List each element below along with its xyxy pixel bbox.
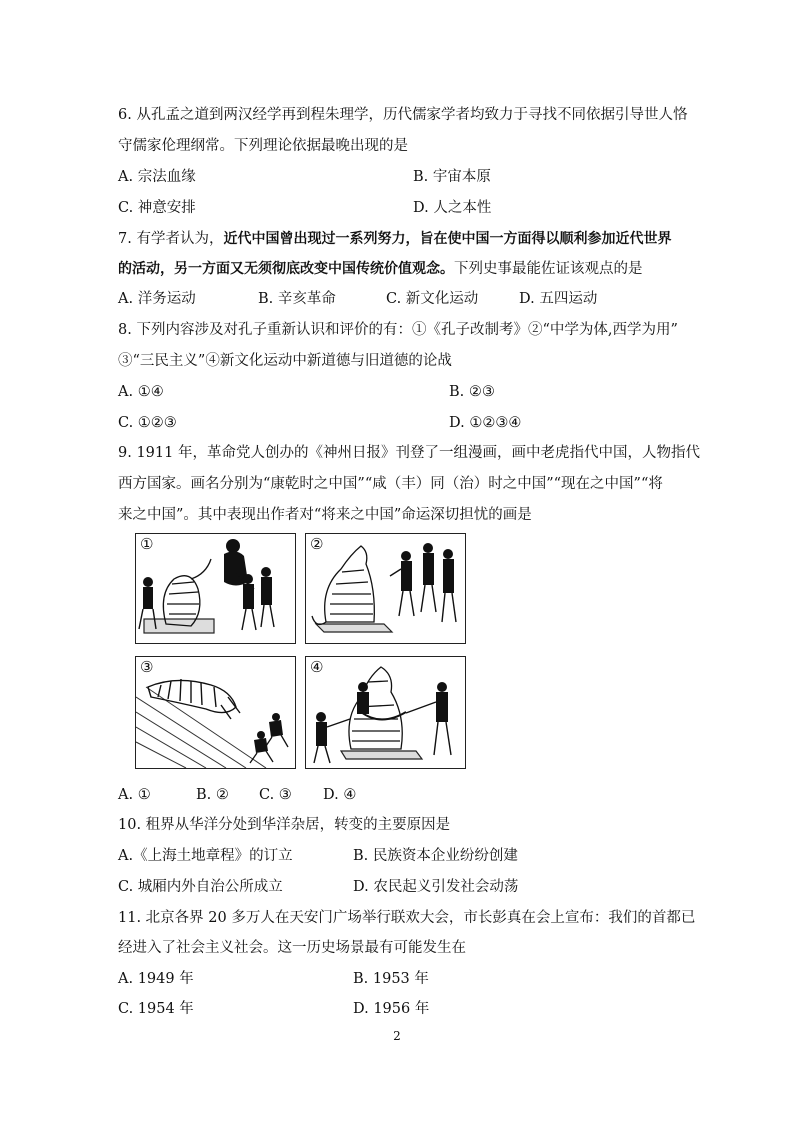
cartoon-panel-2: [305, 533, 466, 644]
q6-option-c: C. 神意安排: [118, 200, 196, 216]
q8-stem-line1: 8. 下列内容涉及对孔子重新认识和评价的有：①《孔子改制考》②“中学为体,西学为用”: [118, 322, 678, 338]
q7-option-d: D. 五四运动: [519, 291, 598, 307]
q7-option-c: C. 新文化运动: [386, 291, 479, 307]
q8-option-a: A. ①④: [118, 384, 164, 400]
q6-option-b: B. 宇宙本原: [413, 169, 491, 185]
q10-option-c: C. 城厢内外自治公所成立: [118, 879, 283, 895]
q6-stem-line1: 6. 从孔孟之道到两汉经学再到程朱理学，历代儒家学者均致力于寻找不同依据引导世人恪: [118, 107, 688, 123]
q8-stem-line2: ③“三民主义”④新文化运动中新道德与旧道德的论战: [118, 353, 452, 369]
panel-4-label: ④: [310, 658, 324, 676]
q11-option-d: D. 1956 年: [353, 1001, 430, 1017]
q9-stem-line3: 来之中国”。其中表现出作者对“将来之中国”命运深切担忧的画是: [118, 507, 532, 523]
panel-1-label: ①: [140, 535, 154, 553]
q10-stem-line1: 10. 租界从华洋分处到华洋杂居，转变的主要原因是: [118, 817, 451, 833]
q11-stem-line2: 经进入了社会主义社会。这一历史场景最有可能发生在: [118, 940, 466, 956]
q7-bold-quote-2: 的活动，另一方面又无须彻底改变中国传统价值观念。: [118, 261, 454, 277]
q7-stem-line1: [118, 229, 671, 249]
q10-option-d: D. 农民起义引发社会动荡: [353, 879, 519, 895]
q9-option-d: D. ④: [323, 787, 357, 803]
q8-option-b: B. ②③: [449, 384, 495, 400]
panel-3-label: ③: [140, 658, 154, 676]
panel-2-label: ②: [310, 535, 324, 553]
q7-suffix: 下列史事最能佐证该观点的是: [454, 261, 643, 277]
q6-option-a: A. 宗法血缘: [118, 169, 196, 185]
q7-prefix: 7. 有学者认为，: [118, 231, 224, 247]
q8-option-c: C. ①②③: [118, 415, 177, 431]
q10-option-a: A.《上海土地章程》的订立: [118, 848, 293, 864]
q11-option-b: B. 1953 年: [353, 971, 429, 987]
q9-stem-line2: 西方国家。画名分别为“康乾时之中国”“咸（丰）同（治）时之中国”“现在之中国”“将: [118, 476, 663, 492]
q6-option-d: D. 人之本性: [413, 200, 492, 216]
cartoon-3-drawing: [136, 657, 295, 768]
cartoon-panel-3: [135, 656, 296, 769]
q9-stem-line1: 9. 1911 年，革命党人创办的《神州日报》刊登了一组漫画，画中老虎指代中国，人物指代: [118, 445, 700, 461]
q9-option-b: B. ②: [196, 787, 229, 803]
q11-option-c: C. 1954 年: [118, 1001, 194, 1017]
cartoon-panel-1: [135, 533, 296, 644]
q7-option-b: B. 辛亥革命: [258, 291, 336, 307]
q6-stem-line2: 守儒家伦理纲常。下列理论依据最晚出现的是: [118, 138, 408, 154]
cartoon-4-drawing: [306, 657, 465, 768]
q9-option-c: C. ③: [259, 787, 292, 803]
q9-option-a: A. ①: [118, 787, 151, 803]
q7-option-a: A. 洋务运动: [118, 291, 196, 307]
q7-bold-quote-1: 近代中国曾出现过一系列努力，旨在使中国一方面得以顺利参加近代世界: [223, 231, 672, 247]
cartoon-2-drawing: [306, 534, 465, 643]
q11-stem-line1: 11. 北京各界 20 多万人在天安门广场举行联欢大会，市长彭真在会上宣布：我们的首都已: [118, 910, 696, 926]
q8-option-d: D. ①②③④: [449, 415, 522, 431]
q7-stem-line2: [118, 259, 643, 279]
cartoon-1-drawing: [136, 534, 295, 643]
q11-option-a: A. 1949 年: [118, 971, 194, 987]
page-number: 2: [393, 1029, 401, 1043]
q10-option-b: B. 民族资本企业纷纷创建: [353, 848, 518, 864]
cartoon-panel-4: [305, 656, 466, 769]
